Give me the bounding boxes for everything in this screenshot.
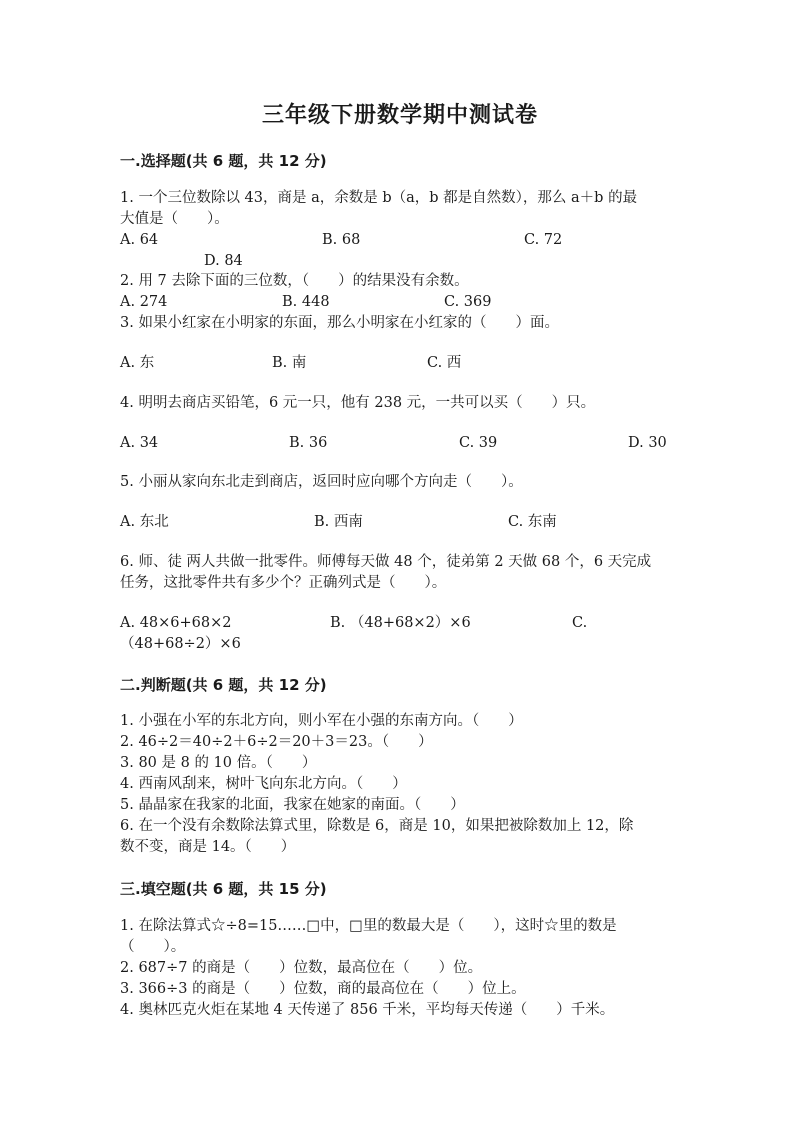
judgment-item-2: 2. 46÷2＝40÷2＋6÷2＝20＋3＝23。（ ） bbox=[120, 734, 433, 750]
judgment-item-1: 1. 小强在小军的东北方向，则小军在小强的东南方向。（ ） bbox=[120, 713, 523, 729]
question-6-option-c-text: （48+68÷2）×6 bbox=[120, 636, 241, 652]
question-4-option-b: B. 36 bbox=[289, 435, 328, 451]
question-3-option-a: A. 东 bbox=[120, 355, 155, 371]
fill-item-2: 2. 687÷7 的商是（ ）位数，最高位在（ ）位。 bbox=[120, 960, 483, 976]
page-title: 三年级下册数学期中测试卷 bbox=[261, 102, 538, 128]
question-4-option-c: C. 39 bbox=[459, 435, 498, 451]
question-5-text: 5. 小丽从家向东北走到商店，返回时应向哪个方向走（ ）。 bbox=[120, 474, 523, 490]
question-6-text-cont: 任务，这批零件共有多少个？正确列式是（ ）。 bbox=[120, 575, 447, 591]
question-1-text: 1. 一个三位数除以 43，商是 a，余数是 b（a，b 都是自然数），那么 a＋b 的最 bbox=[120, 190, 638, 206]
question-1-option-a: A. 64 bbox=[120, 232, 159, 248]
question-1-text-cont: 大值是（ ）。 bbox=[120, 211, 229, 227]
question-6-text: 6. 师、徒 两人共做一批零件。师傅每天做 48 个，徒弟第 2 天做 68 个，6 天完成 bbox=[120, 554, 652, 570]
question-3-text: 3. 如果小红家在小明家的东面，那么小明家在小红家的（ ）面。 bbox=[120, 315, 559, 331]
judgment-item-5: 5. 晶晶家在我家的北面，我家在她家的南面。（ ） bbox=[120, 797, 465, 813]
judgment-item-3: 3. 80 是 8 的 10 倍。（ ） bbox=[120, 755, 317, 771]
judgment-item-4: 4. 西南风刮来，树叶飞向东北方向。（ ） bbox=[120, 776, 407, 792]
question-3-option-c: C. 西 bbox=[427, 355, 462, 371]
question-5-option-a: A. 东北 bbox=[120, 514, 169, 530]
fill-item-1: 1. 在除法算式☆÷8=15……□中，□里的数最大是（ ），这时☆里的数是 bbox=[120, 918, 617, 934]
question-1-option-b: B. 68 bbox=[322, 232, 361, 248]
fill-item-3: 3. 366÷3 的商是（ ）位数，商的最高位在（ ）位上。 bbox=[120, 981, 526, 997]
judgment-item-6: 6. 在一个没有余数除法算式里，除数是 6，商是 10，如果把被除数加上 12，除 bbox=[120, 818, 634, 834]
judgment-item-6-cont: 数不变，商是 14。（ ） bbox=[120, 839, 296, 855]
question-1-option-c: C. 72 bbox=[524, 232, 563, 248]
question-4-option-a: A. 34 bbox=[120, 435, 159, 451]
question-4-option-d: D. 30 bbox=[628, 435, 667, 451]
question-5-option-c: C. 东南 bbox=[508, 514, 557, 530]
fill-item-4: 4. 奥林匹克火炬在某地 4 天传递了 856 千米，平均每天传递（ ）千米。 bbox=[120, 1002, 615, 1018]
question-6-option-c: C. bbox=[572, 615, 588, 631]
question-2-text: 2. 用 7 去除下面的三位数，（ ）的结果没有余数。 bbox=[120, 273, 469, 289]
section-heading-judgment: 二.判断题(共 6 题，共 12 分) bbox=[120, 676, 327, 694]
question-2-option-c: C. 369 bbox=[444, 294, 492, 310]
question-1-option-d: D. 84 bbox=[204, 253, 243, 269]
question-3-option-b: B. 南 bbox=[272, 355, 307, 371]
question-5-option-b: B. 西南 bbox=[314, 514, 363, 530]
fill-item-1-cont: （ ）。 bbox=[120, 939, 186, 955]
question-4-text: 4. 明明去商店买铅笔，6 元一只，他有 238 元，一共可以买（ ）只。 bbox=[120, 395, 596, 411]
question-2-option-b: B. 448 bbox=[282, 294, 330, 310]
question-2-option-a: A. 274 bbox=[120, 294, 168, 310]
question-6-option-a: A. 48×6+68×2 bbox=[120, 615, 232, 631]
question-6-option-b: B. （48+68×2）×6 bbox=[330, 615, 471, 631]
section-heading-choice: 一.选择题(共 6 题，共 12 分) bbox=[120, 152, 327, 170]
section-heading-fill-blank: 三.填空题(共 6 题，共 15 分) bbox=[120, 880, 327, 898]
